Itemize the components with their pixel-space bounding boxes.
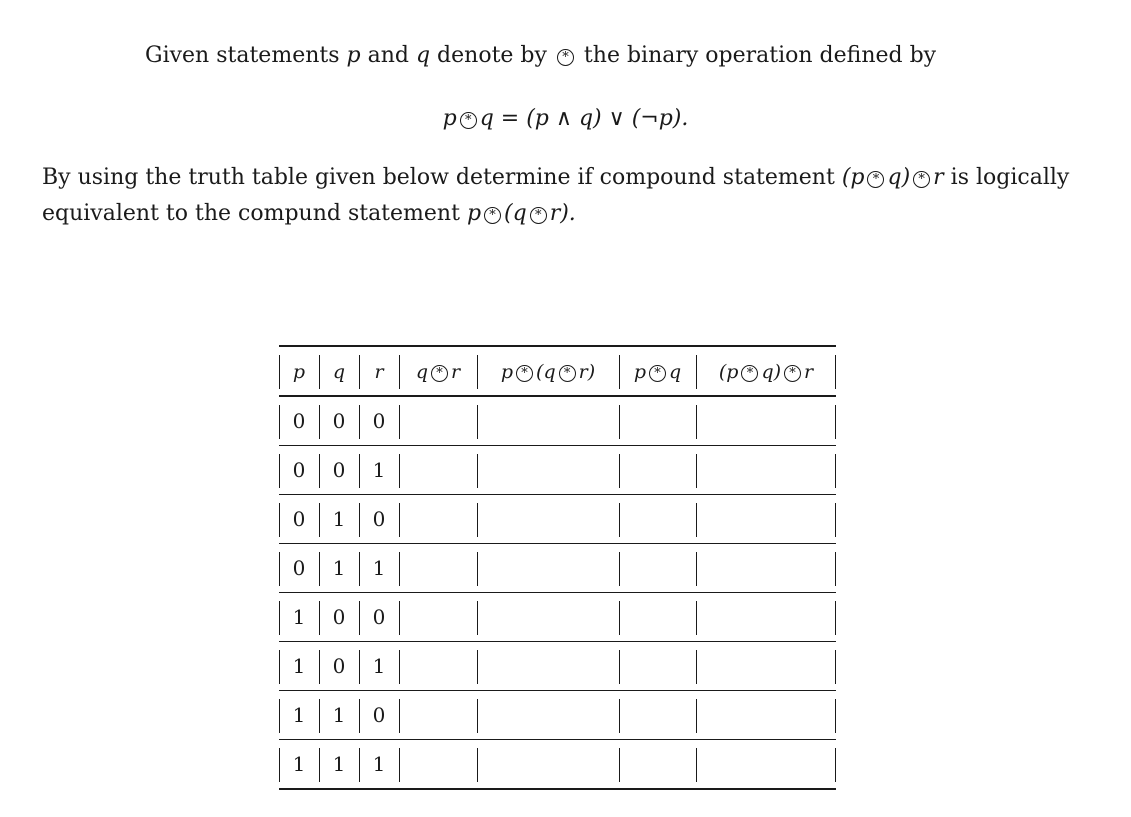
table-header-row <box>279 346 836 396</box>
circled-asterisk-icon: * <box>431 365 448 382</box>
question-mid: is logically equivalent to the compund statement <box>42 165 1070 226</box>
cell-r: 1 <box>359 544 399 593</box>
cell-q: 1 <box>319 740 359 790</box>
table-row <box>279 544 836 593</box>
header-pqr2-a: (p <box>718 361 739 383</box>
circled-asterisk-icon: * <box>559 365 576 382</box>
cell-p-op-qr-empty <box>477 544 619 593</box>
header-pq-op-r <box>696 346 836 396</box>
cell-p: 0 <box>279 495 319 544</box>
cell-p-op-q-empty <box>619 740 696 790</box>
cell-q: 0 <box>319 593 359 642</box>
cell-pq-op-r-empty <box>696 593 836 642</box>
cell-q-op-r-empty <box>399 495 477 544</box>
header-pq-b: q <box>669 361 682 383</box>
formula-rhs: = (p ∧ q) ∨ (¬p). <box>493 106 689 131</box>
cell-p-op-qr-empty <box>477 593 619 642</box>
cell-p: 0 <box>279 396 319 446</box>
cell-p-op-qr-empty <box>477 495 619 544</box>
var-q: q <box>415 43 431 68</box>
cell-q-op-r-empty <box>399 642 477 691</box>
cell-r: 1 <box>359 446 399 495</box>
cell-p: 0 <box>279 544 319 593</box>
cell-q: 1 <box>319 544 359 593</box>
circled-asterisk-icon: * <box>484 207 501 224</box>
circled-asterisk-icon: * <box>784 365 801 382</box>
cell-pq-op-r-empty <box>696 642 836 691</box>
circled-asterisk-icon: * <box>867 171 884 188</box>
cell-r: 1 <box>359 642 399 691</box>
intro-pre: Given statements <box>145 43 347 68</box>
intro-text <box>145 38 936 74</box>
table-row <box>279 740 836 790</box>
cell-q: 0 <box>319 446 359 495</box>
header-pqr-b: (q <box>536 361 556 383</box>
header-pqr2-b: q) <box>761 361 782 383</box>
var-p: p <box>346 43 361 68</box>
cell-pq-op-r-empty <box>696 691 836 740</box>
header-p-op-qr <box>477 346 619 396</box>
cell-p-op-q-empty <box>619 495 696 544</box>
header-p-op-q <box>619 346 696 396</box>
cell-r: 0 <box>359 396 399 446</box>
intro-post: the binary operation defined by <box>576 43 937 68</box>
cell-q-op-r-empty <box>399 544 477 593</box>
circled-asterisk-icon: * <box>516 365 533 382</box>
cell-pq-op-r-empty <box>696 740 836 790</box>
table-row <box>279 495 836 544</box>
cell-pq-op-r-empty <box>696 446 836 495</box>
cell-p-op-q-empty <box>619 446 696 495</box>
header-q <box>319 346 359 396</box>
expr1-part-b: q) <box>887 165 911 190</box>
cell-pq-op-r-empty <box>696 495 836 544</box>
expr1-part-c: r <box>933 165 944 190</box>
header-qr-b: r <box>451 361 461 383</box>
expr1-part-a: (p <box>841 165 865 190</box>
header-pqr-a: p <box>500 361 514 383</box>
cell-p: 0 <box>279 446 319 495</box>
header-p-text: p <box>292 361 306 383</box>
cell-pq-op-r-empty <box>696 544 836 593</box>
expr2-part-b: (q <box>504 201 527 226</box>
truth-table <box>279 345 836 790</box>
intro-and: and <box>360 43 416 68</box>
formula-q: q <box>479 106 494 131</box>
formula-p: p <box>442 106 457 131</box>
intro-mid: denote by <box>430 43 554 68</box>
cell-p-op-qr-empty <box>477 740 619 790</box>
circled-asterisk-icon: * <box>649 365 666 382</box>
header-r-text: r <box>374 361 384 383</box>
cell-p-op-q-empty <box>619 544 696 593</box>
cell-p: 1 <box>279 642 319 691</box>
circled-asterisk-icon: * <box>741 365 758 382</box>
definition-formula <box>0 101 1131 137</box>
circled-asterisk-icon: * <box>913 171 930 188</box>
cell-q-op-r-empty <box>399 396 477 446</box>
cell-r: 0 <box>359 593 399 642</box>
cell-q-op-r-empty <box>399 740 477 790</box>
header-q-text: q <box>332 361 346 383</box>
header-qr-a: q <box>415 361 429 383</box>
cell-p-op-qr-empty <box>477 396 619 446</box>
cell-r: 1 <box>359 740 399 790</box>
cell-p-op-q-empty <box>619 396 696 446</box>
cell-pq-op-r-empty <box>696 396 836 446</box>
cell-p-op-qr-empty <box>477 691 619 740</box>
cell-q: 0 <box>319 396 359 446</box>
header-p <box>279 346 319 396</box>
table-row <box>279 642 836 691</box>
expr2-part-a: p <box>466 201 482 226</box>
cell-r: 0 <box>359 691 399 740</box>
cell-q: 1 <box>319 495 359 544</box>
cell-q-op-r-empty <box>399 446 477 495</box>
cell-p: 1 <box>279 593 319 642</box>
question-text <box>42 160 1092 232</box>
cell-p-op-q-empty <box>619 642 696 691</box>
cell-q: 1 <box>319 691 359 740</box>
expr2-part-c: r). <box>549 201 576 226</box>
cell-q-op-r-empty <box>399 593 477 642</box>
table-row <box>279 446 836 495</box>
header-q-op-r <box>399 346 477 396</box>
cell-p: 1 <box>279 740 319 790</box>
table-row <box>279 593 836 642</box>
header-pq-a: p <box>633 361 646 383</box>
cell-p-op-q-empty <box>619 593 696 642</box>
cell-p-op-qr-empty <box>477 446 619 495</box>
header-r <box>359 346 399 396</box>
cell-q-op-r-empty <box>399 691 477 740</box>
circled-asterisk-icon: * <box>557 49 574 66</box>
cell-q: 0 <box>319 642 359 691</box>
table-row <box>279 691 836 740</box>
circled-asterisk-icon: * <box>530 207 547 224</box>
cell-p-op-qr-empty <box>477 642 619 691</box>
cell-p: 1 <box>279 691 319 740</box>
cell-p-op-q-empty <box>619 691 696 740</box>
question-pre: By using the truth table given below determine if compound statement <box>42 165 842 190</box>
circled-asterisk-icon: * <box>460 112 477 129</box>
header-pqr2-c: r <box>804 361 814 383</box>
cell-r: 0 <box>359 495 399 544</box>
header-pqr-c: r) <box>578 361 596 383</box>
table-row <box>279 396 836 446</box>
